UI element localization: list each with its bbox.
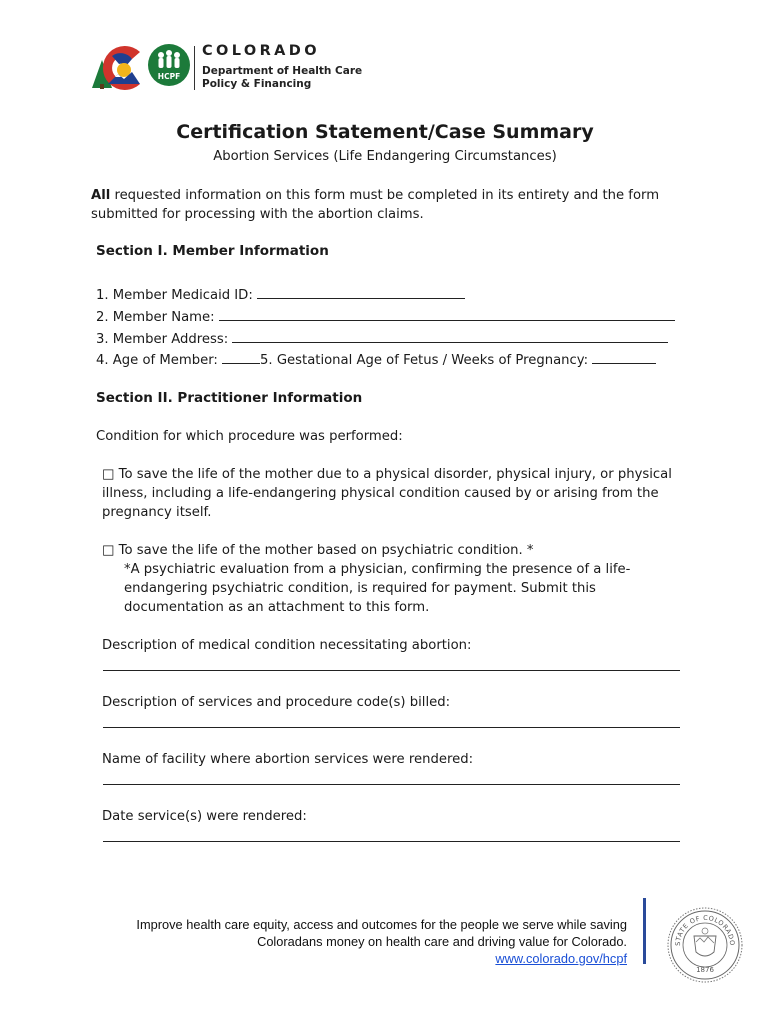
- hcpf-logo: [147, 43, 191, 87]
- section-2-heading: Section II. Practitioner Information: [96, 390, 363, 406]
- intro-line-2: submitted for processing with the abortion claims.: [91, 207, 424, 222]
- seal-year: 1876: [696, 966, 714, 974]
- brand-name: COLORADO: [202, 43, 320, 59]
- member-name-row: [96, 306, 675, 325]
- section-1-heading: Section I. Member Information: [96, 243, 329, 259]
- member-address-field[interactable]: [232, 328, 668, 343]
- member-medicaid-id-field[interactable]: [257, 284, 465, 299]
- member-address-label: 3. Member Address:: [96, 332, 229, 347]
- page-subtitle: Abortion Services (Life Endangering Circumstances): [213, 149, 557, 164]
- department-line-1: Department of Health Care: [202, 65, 363, 77]
- intro-line-1: requested information on this form must be completed in its entirety and the form: [110, 188, 660, 203]
- psychiatric-note-line-3: documentation as an attachment to this form.: [124, 600, 430, 615]
- psychiatric-note-line-2: endangering psychiatric condition, is required for payment. Submit this: [124, 581, 596, 596]
- psychiatric-note-line-1: *A psychiatric evaluation from a physician, confirming the presence of a life-: [124, 562, 631, 577]
- department-line-2: Policy & Financing: [202, 78, 312, 90]
- medical-condition-field[interactable]: [103, 670, 680, 671]
- intro-paragraph: [91, 186, 691, 224]
- footer-line-1: Improve health care equity, access and outcomes for the people we serve while saving: [136, 917, 627, 932]
- footer-divider-bar: [643, 898, 646, 964]
- service-date-label: Date service(s) were rendered:: [102, 809, 307, 824]
- option-physical-checkbox[interactable]: □: [102, 467, 115, 482]
- logo-divider: [194, 46, 195, 90]
- member-age-row: [96, 349, 656, 368]
- option-psychiatric-checkbox[interactable]: □: [102, 543, 115, 558]
- footer-website-link[interactable]: www.colorado.gov/hcpf: [495, 951, 627, 966]
- member-name-field[interactable]: [219, 306, 675, 321]
- member-age-field[interactable]: [222, 349, 260, 364]
- facility-name-field[interactable]: [103, 784, 680, 785]
- member-medicaid-id-row: [96, 284, 465, 303]
- option-physical-condition: [102, 465, 692, 522]
- service-date-field[interactable]: [103, 841, 680, 842]
- option-physical-line-3: pregnancy itself.: [102, 505, 212, 520]
- member-address-row: [96, 328, 668, 347]
- intro-bold-word: All: [91, 188, 111, 203]
- page-title: Certification Statement/Case Summary: [176, 121, 594, 143]
- option-physical-line-1: To save the life of the mother due to a physical disorder, physical injury, or physical: [118, 467, 672, 482]
- services-billed-label: Description of services and procedure code(s) billed:: [102, 695, 451, 710]
- member-name-label: 2. Member Name:: [96, 310, 215, 325]
- hcpf-mark-text: HCPF: [157, 72, 181, 81]
- footer-mission: [80, 916, 627, 967]
- member-age-label: 4. Age of Member:: [96, 353, 218, 368]
- facility-name-label: Name of facility where abortion services were rendered:: [102, 752, 474, 767]
- gestational-age-field[interactable]: [592, 349, 656, 364]
- option-psychiatric-condition: [102, 541, 692, 617]
- seal-top-text: STATE OF COLORADO: [673, 913, 737, 947]
- department-name: [202, 65, 362, 91]
- gestational-age-label: 5. Gestational Age of Fetus / Weeks of Pregnancy:: [260, 353, 589, 368]
- option-psychiatric-line-1: To save the life of the mother based on psychiatric condition. *: [118, 543, 534, 558]
- medical-condition-label: Description of medical condition necessitating abortion:: [102, 638, 472, 653]
- option-physical-line-2: illness, including a life-endangering physical condition caused by or arising from the: [102, 486, 659, 501]
- condition-prompt: Condition for which procedure was performed:: [96, 429, 403, 444]
- state-seal-icon: [666, 906, 744, 984]
- member-medicaid-id-label: 1. Member Medicaid ID:: [96, 288, 253, 303]
- colorado-c-logo: [88, 44, 148, 90]
- services-billed-field[interactable]: [103, 727, 680, 728]
- footer-line-2: Coloradans money on health care and driving value for Colorado.: [257, 934, 627, 949]
